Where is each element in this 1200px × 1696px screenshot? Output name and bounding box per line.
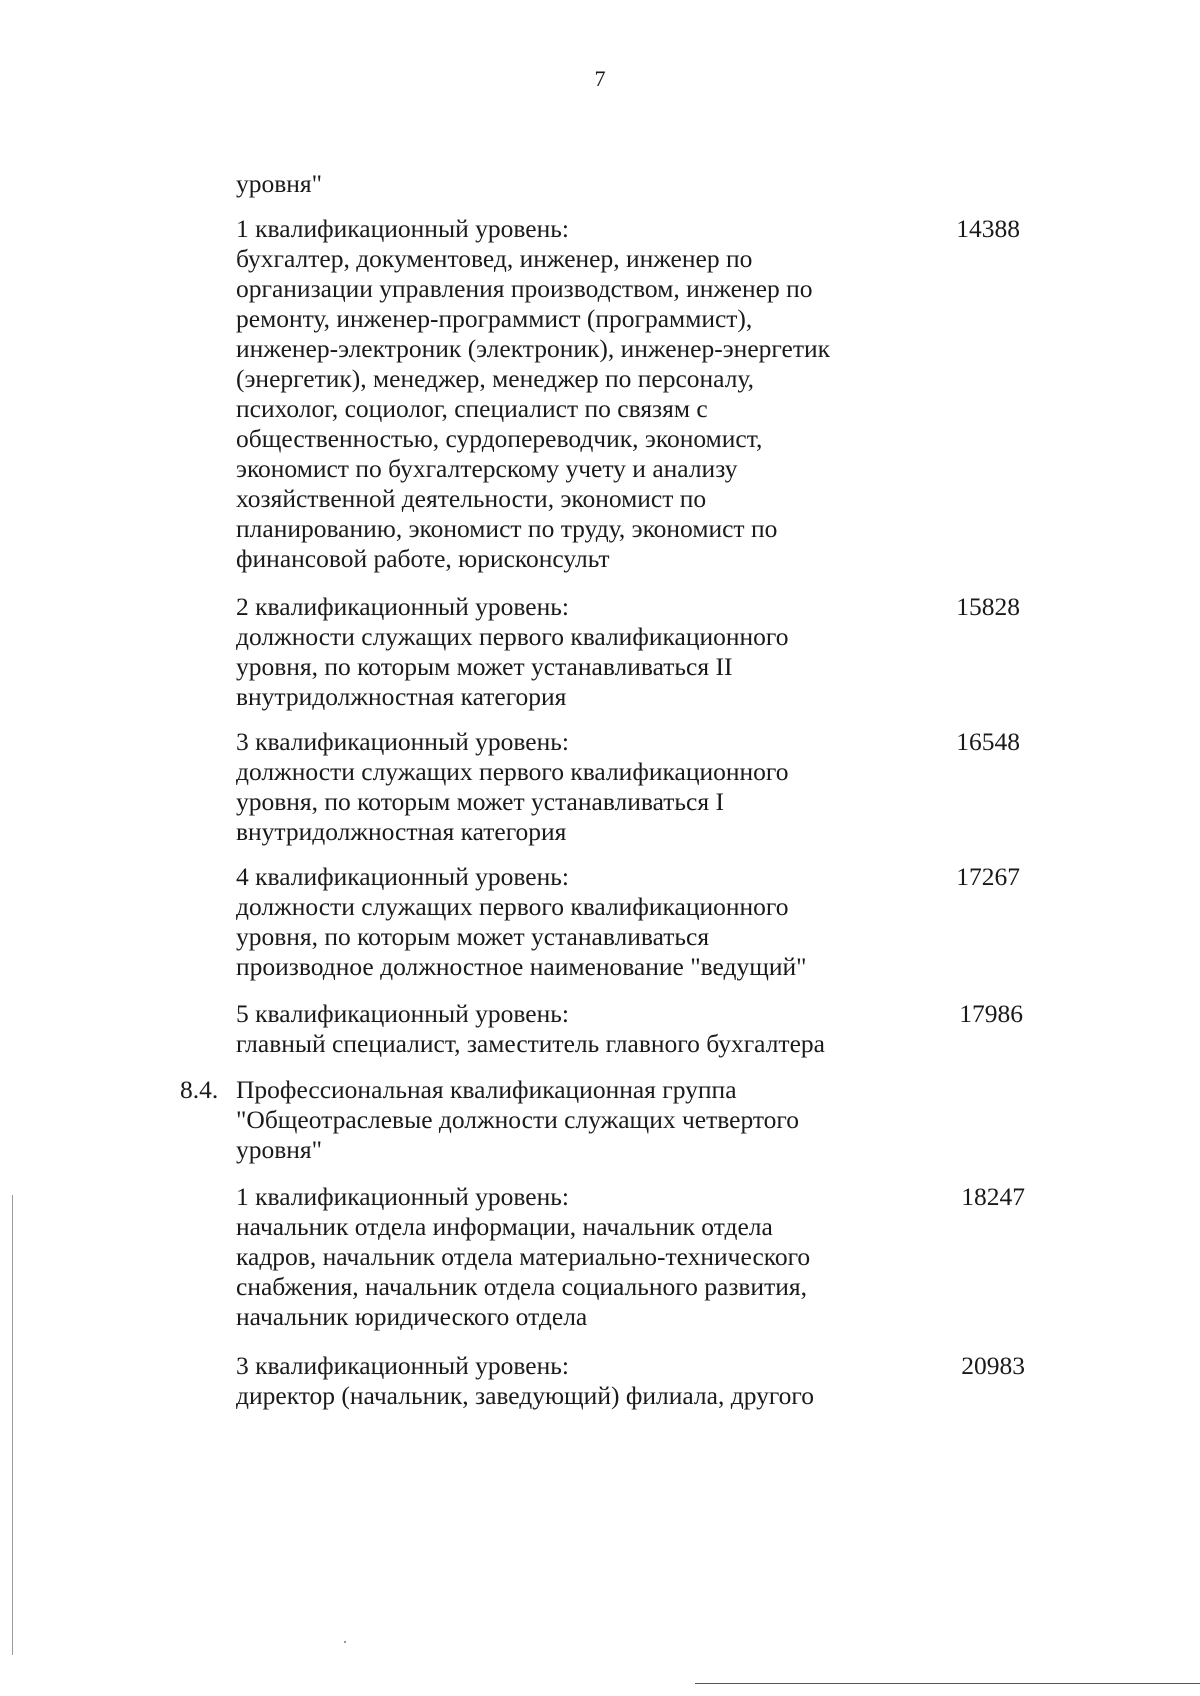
text-line: уровня" xyxy=(236,169,323,198)
section-title: уровня" xyxy=(236,1135,323,1164)
level-heading: 5 квалификационный уровень: xyxy=(236,999,569,1028)
text-line: психолог, социолог, специалист по связям с xyxy=(236,394,708,423)
text-line: должности служащих первого квалификационного xyxy=(236,757,789,786)
level-heading: 3 квалификационный уровень: xyxy=(236,727,569,756)
text-line: экономист по бухгалтерскому учету и анализу xyxy=(236,454,738,483)
page-number: 7 xyxy=(594,66,606,91)
text-line: производное должностное наименование "ведущий" xyxy=(236,952,807,981)
salary-value: 15828 xyxy=(956,592,1020,621)
text-line: снабжения, начальник отдела социального развития, xyxy=(236,1272,807,1301)
text-line: бухгалтер, документовед, инженер, инженер по xyxy=(236,244,753,273)
section-number: 8.4. xyxy=(180,1075,219,1104)
salary-value: 20983 xyxy=(961,1351,1025,1380)
salary-value: 16548 xyxy=(956,727,1020,756)
text-line: хозяйственной деятельности, экономист по xyxy=(236,484,707,513)
text-line: внутридолжностная категория xyxy=(236,682,567,711)
level-heading: 1 квалификационный уровень: xyxy=(236,214,569,243)
level-heading: 3 квалификационный уровень: xyxy=(236,1351,569,1380)
level-heading: 1 квалификационный уровень: xyxy=(236,1182,569,1211)
text-line: начальник юридического отдела xyxy=(236,1302,588,1331)
text-line: (энергетик), менеджер, менеджер по персоналу, xyxy=(236,364,754,393)
text-line: начальник отдела информации, начальник отдела xyxy=(236,1212,773,1241)
section-title: Профессиональная квалификационная группа xyxy=(236,1075,737,1104)
salary-value: 17986 xyxy=(959,999,1023,1028)
text-line: внутридолжностная категория xyxy=(236,817,567,846)
scan-margin-line xyxy=(12,1195,13,1655)
text-line: общественностью, сурдопереводчик, экономист, xyxy=(236,424,763,453)
text-line: организации управления производством, инженер по xyxy=(236,274,813,303)
salary-value: 17267 xyxy=(956,862,1020,891)
text-line: уровня, по которым может устанавливаться II xyxy=(236,652,733,681)
text-line: инженер-электроник (электроник), инженер-энергетик xyxy=(236,334,831,363)
text-line: планированию, экономист по труду, экономист по xyxy=(236,514,778,543)
section-title: "Общеотраслевые должности служащих четвертого xyxy=(236,1105,800,1134)
scan-bottom-edge xyxy=(695,1683,1200,1684)
level-heading: 2 квалификационный уровень: xyxy=(236,592,569,621)
salary-value: 14388 xyxy=(956,214,1020,243)
text-line: уровня, по которым может устанавливаться xyxy=(236,922,710,951)
salary-value: 18247 xyxy=(961,1182,1025,1211)
level-heading: 4 квалификационный уровень: xyxy=(236,862,569,891)
text-line: кадров, начальник отдела материально-технического xyxy=(236,1242,811,1271)
text-line: ремонту, инженер-программист (программист), xyxy=(236,304,753,333)
scan-speck xyxy=(344,1641,346,1643)
text-line: должности служащих первого квалификационного xyxy=(236,622,789,651)
text-line: финансовой работе, юрисконсульт xyxy=(236,544,610,573)
text-line: главный специалист, заместитель главного бухгалтера xyxy=(236,1029,825,1058)
text-line: должности служащих первого квалификационного xyxy=(236,892,789,921)
text-line: уровня, по которым может устанавливаться I xyxy=(236,787,724,816)
text-line: директор (начальник, заведующий) филиала, другого xyxy=(236,1381,815,1410)
